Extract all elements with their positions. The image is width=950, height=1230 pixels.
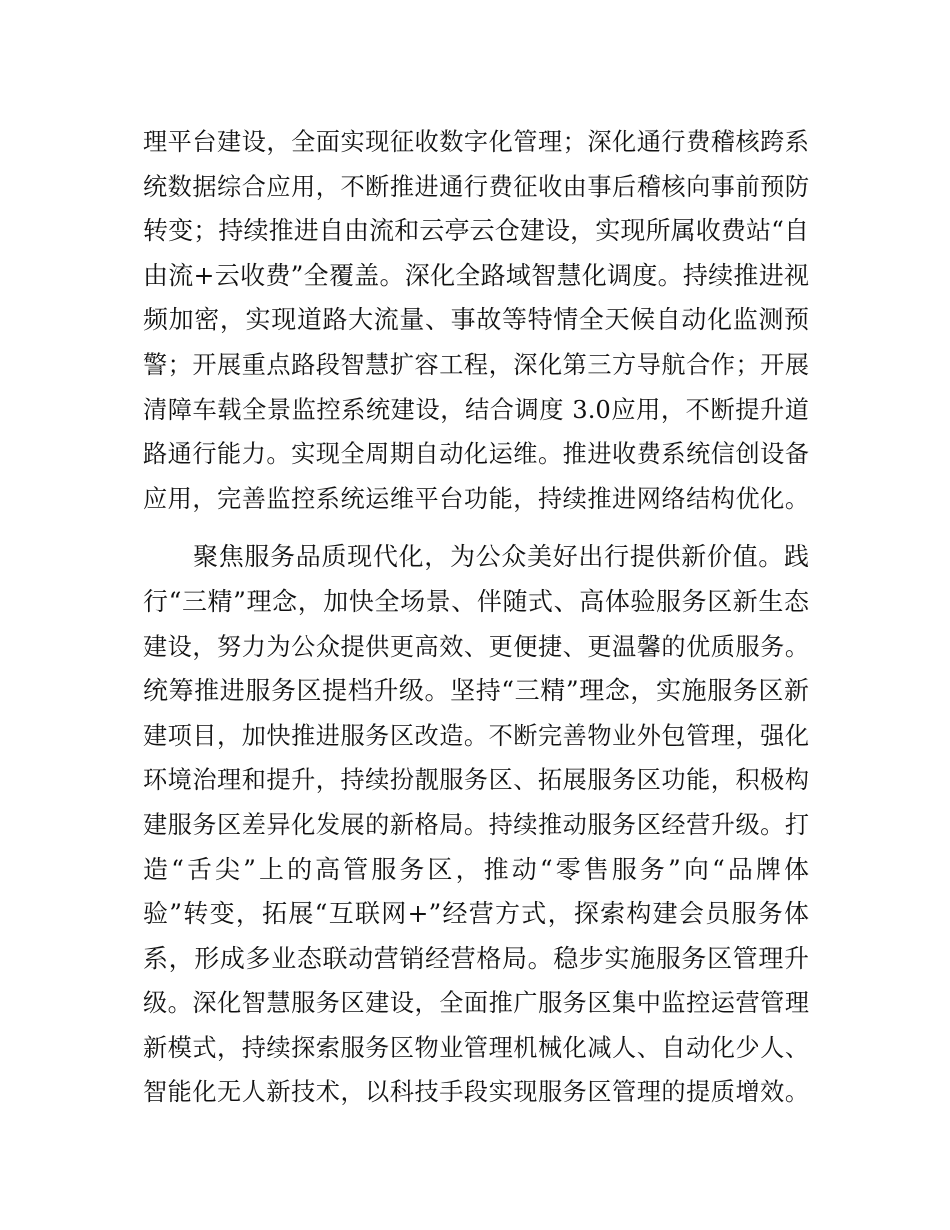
paragraph-line: 建设，努力为公众提供更高效、更便捷、更温馨的优质服务。 [143, 632, 809, 661]
paragraph-1 [143, 120, 809, 521]
paragraph-line: 理平台建设，全面实现征收数字化管理；深化通行费稽核跨系 [143, 128, 809, 156]
paragraph-line: 系，形成多业态联动营销经营格局。稳步实施服务区管理升 [143, 943, 809, 973]
paragraph-line: 转变；持续推进自由流和云亭云仓建设，实现所属收费站“自 [143, 216, 809, 246]
paragraph-line: 路通行能力。实现全周期自动化运维。推进收费系统信创设备 [143, 440, 809, 469]
paragraph-line: 统筹推进服务区提档升级。坚持“三精”理念，实施服务区新 [143, 676, 809, 706]
paragraph-line: 造“舌尖”上的高管服务区，推动“零售服务”向“品牌体 [143, 854, 809, 884]
paragraph-line: 智能化无人新技术，以科技手段实现服务区管理的提质增效。 [143, 1078, 809, 1107]
paragraph-line: 警；开展重点路段智慧扩容工程，深化第三方导航合作；开展 [143, 350, 809, 379]
paragraph-line: 由流+云收费”全覆盖。深化全路域智慧化调度。持续推进视 [143, 260, 809, 290]
paragraph-line: 新模式，持续探索服务区物业管理机械化减人、自动化少人、 [143, 1033, 809, 1062]
paragraph-line: 频加密，实现道路大流量、事故等特情全天候自动化监测预 [143, 305, 809, 335]
paragraph-line: 建项目，加快推进服务区改造。不断完善物业外包管理，强化 [143, 721, 809, 750]
paragraph-line: 级。深化智慧服务区建设，全面推广服务区集中监控运营管理 [143, 989, 809, 1018]
paragraph-2 [143, 535, 809, 1115]
paragraph-line: 行“三精”理念，加快全场景、伴随式、高体验服务区新生态 [143, 586, 809, 616]
paragraph-line: 环境治理和提升，持续扮靓服务区、拓展服务区功能，积极构 [143, 766, 809, 795]
paragraph-line: 应用，完善监控系统运维平台功能，持续推进网络结构优化。 [143, 484, 809, 513]
paragraph-line: 聚焦服务品质现代化，为公众美好出行提供新价值。践 [193, 542, 809, 572]
paragraph-line: 清障车载全景监控系统建设，结合调度 3.0应用，不断提升道 [143, 394, 809, 424]
paragraph-line: 统数据综合应用，不断推进通行费征收由事后稽核向事前预防 [143, 172, 809, 201]
document-body [143, 120, 809, 1115]
paragraph-line: 验”转变，拓展“互联网+”经营方式，探索构建会员服务体 [143, 899, 809, 929]
paragraph-line: 建服务区差异化发展的新格局。持续推动服务区经营升级。打 [143, 810, 809, 839]
